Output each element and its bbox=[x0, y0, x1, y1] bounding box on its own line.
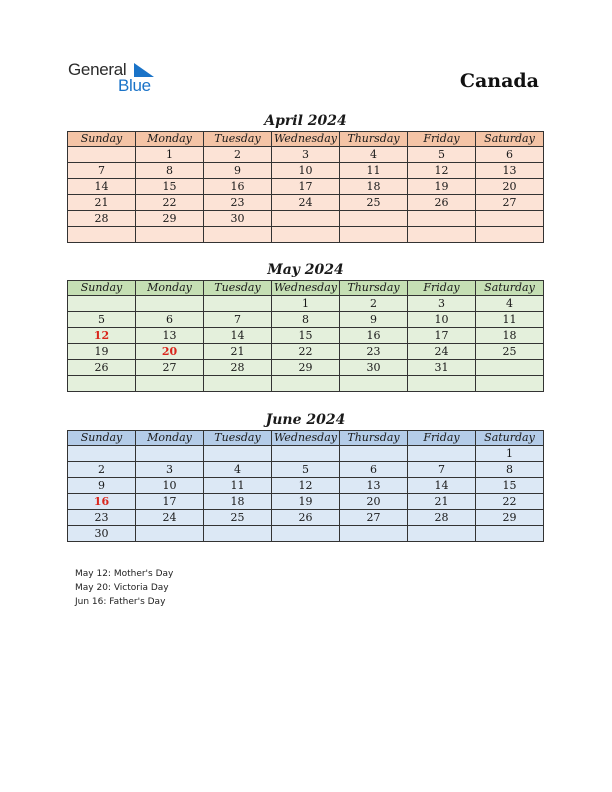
day-cell: 14 bbox=[408, 478, 476, 494]
weekday-header: Saturday bbox=[476, 132, 544, 147]
day-cell bbox=[68, 296, 136, 312]
weekday-header: Wednesday bbox=[272, 281, 340, 296]
day-cell: 22 bbox=[476, 494, 544, 510]
week-row bbox=[68, 376, 544, 392]
day-cell: 12 bbox=[68, 328, 136, 344]
day-cell: 18 bbox=[476, 328, 544, 344]
day-cell bbox=[476, 376, 544, 392]
weekday-header: Monday bbox=[136, 281, 204, 296]
day-cell: 23 bbox=[340, 344, 408, 360]
week-row bbox=[68, 179, 544, 195]
day-cell: 2 bbox=[68, 462, 136, 478]
holiday-note: May 12: Mother's Day bbox=[75, 569, 174, 579]
day-cell: 19 bbox=[408, 179, 476, 195]
month-april bbox=[67, 111, 544, 243]
week-row bbox=[68, 478, 544, 494]
day-cell: 8 bbox=[272, 312, 340, 328]
day-cell bbox=[408, 526, 476, 542]
day-cell bbox=[68, 227, 136, 243]
week-row bbox=[68, 328, 544, 344]
day-cell: 24 bbox=[408, 344, 476, 360]
month-title: May 2024 bbox=[267, 262, 344, 278]
day-cell: 20 bbox=[136, 344, 204, 360]
day-cell bbox=[408, 211, 476, 227]
day-cell: 28 bbox=[68, 211, 136, 227]
holiday-notes bbox=[75, 567, 173, 609]
calendar-table bbox=[67, 430, 544, 542]
day-cell: 4 bbox=[476, 296, 544, 312]
day-cell: 9 bbox=[340, 312, 408, 328]
day-cell: 13 bbox=[340, 478, 408, 494]
day-cell: 9 bbox=[68, 478, 136, 494]
weekday-header: Wednesday bbox=[272, 431, 340, 446]
month-june bbox=[67, 410, 544, 542]
calendar-table bbox=[67, 131, 544, 243]
day-cell: 21 bbox=[408, 494, 476, 510]
day-cell bbox=[204, 296, 272, 312]
weekday-header-row bbox=[68, 281, 544, 296]
weekday-header: Tuesday bbox=[204, 431, 272, 446]
day-cell bbox=[272, 227, 340, 243]
day-cell bbox=[204, 376, 272, 392]
day-cell: 25 bbox=[204, 510, 272, 526]
day-cell: 7 bbox=[408, 462, 476, 478]
calendar-table bbox=[67, 280, 544, 392]
day-cell bbox=[476, 227, 544, 243]
day-cell: 29 bbox=[136, 211, 204, 227]
week-row bbox=[68, 462, 544, 478]
day-cell bbox=[272, 446, 340, 462]
day-cell bbox=[340, 526, 408, 542]
day-cell: 15 bbox=[136, 179, 204, 195]
day-cell: 17 bbox=[408, 328, 476, 344]
day-cell bbox=[476, 360, 544, 376]
week-row bbox=[68, 360, 544, 376]
day-cell: 10 bbox=[136, 478, 204, 494]
day-cell: 6 bbox=[476, 147, 544, 163]
day-cell: 5 bbox=[408, 147, 476, 163]
day-cell: 3 bbox=[272, 147, 340, 163]
day-cell: 30 bbox=[340, 360, 408, 376]
month-may bbox=[67, 260, 544, 392]
day-cell: 18 bbox=[340, 179, 408, 195]
day-cell: 28 bbox=[204, 360, 272, 376]
day-cell: 16 bbox=[204, 179, 272, 195]
day-cell: 27 bbox=[476, 195, 544, 211]
day-cell bbox=[68, 376, 136, 392]
week-row bbox=[68, 446, 544, 462]
day-cell: 27 bbox=[340, 510, 408, 526]
day-cell: 15 bbox=[476, 478, 544, 494]
day-cell: 26 bbox=[272, 510, 340, 526]
week-row bbox=[68, 526, 544, 542]
day-cell bbox=[204, 227, 272, 243]
day-cell: 29 bbox=[272, 360, 340, 376]
weekday-header: Wednesday bbox=[272, 132, 340, 147]
day-cell bbox=[340, 376, 408, 392]
day-cell: 30 bbox=[68, 526, 136, 542]
day-cell bbox=[408, 376, 476, 392]
weekday-header: Tuesday bbox=[204, 132, 272, 147]
day-cell: 2 bbox=[340, 296, 408, 312]
day-cell: 28 bbox=[408, 510, 476, 526]
day-cell: 11 bbox=[476, 312, 544, 328]
day-cell: 22 bbox=[272, 344, 340, 360]
month-title: June 2024 bbox=[265, 412, 346, 428]
day-cell: 16 bbox=[340, 328, 408, 344]
day-cell bbox=[204, 446, 272, 462]
week-row bbox=[68, 147, 544, 163]
day-cell: 17 bbox=[136, 494, 204, 510]
day-cell bbox=[136, 526, 204, 542]
day-cell: 2 bbox=[204, 147, 272, 163]
day-cell bbox=[136, 376, 204, 392]
day-cell: 8 bbox=[136, 163, 204, 179]
day-cell bbox=[272, 376, 340, 392]
week-row bbox=[68, 510, 544, 526]
day-cell: 14 bbox=[68, 179, 136, 195]
day-cell: 23 bbox=[68, 510, 136, 526]
day-cell: 8 bbox=[476, 462, 544, 478]
weekday-header-row bbox=[68, 431, 544, 446]
day-cell bbox=[136, 296, 204, 312]
logo-triangle-icon bbox=[134, 63, 154, 77]
day-cell: 26 bbox=[68, 360, 136, 376]
weekday-header: Monday bbox=[136, 132, 204, 147]
day-cell: 10 bbox=[272, 163, 340, 179]
week-row bbox=[68, 494, 544, 510]
day-cell: 10 bbox=[408, 312, 476, 328]
day-cell: 24 bbox=[136, 510, 204, 526]
day-cell: 6 bbox=[340, 462, 408, 478]
week-row bbox=[68, 227, 544, 243]
day-cell: 25 bbox=[476, 344, 544, 360]
day-cell: 21 bbox=[68, 195, 136, 211]
day-cell: 25 bbox=[340, 195, 408, 211]
day-cell: 13 bbox=[136, 328, 204, 344]
day-cell: 5 bbox=[272, 462, 340, 478]
week-row bbox=[68, 163, 544, 179]
holiday-note: Jun 16: Father's Day bbox=[75, 597, 166, 607]
day-cell: 1 bbox=[476, 446, 544, 462]
day-cell: 20 bbox=[340, 494, 408, 510]
weekday-header: Thursday bbox=[340, 281, 408, 296]
holiday-note: May 20: Victoria Day bbox=[75, 583, 169, 593]
weekday-header: Monday bbox=[136, 431, 204, 446]
weekday-header: Friday bbox=[408, 431, 476, 446]
country-title: Canada bbox=[459, 70, 539, 92]
day-cell: 24 bbox=[272, 195, 340, 211]
day-cell: 18 bbox=[204, 494, 272, 510]
day-cell bbox=[272, 211, 340, 227]
day-cell: 15 bbox=[272, 328, 340, 344]
week-row bbox=[68, 312, 544, 328]
day-cell: 4 bbox=[204, 462, 272, 478]
day-cell bbox=[476, 211, 544, 227]
month-title: April 2024 bbox=[264, 113, 347, 129]
day-cell: 13 bbox=[476, 163, 544, 179]
week-row bbox=[68, 211, 544, 227]
day-cell: 11 bbox=[340, 163, 408, 179]
weekday-header: Thursday bbox=[340, 431, 408, 446]
day-cell: 17 bbox=[272, 179, 340, 195]
day-cell: 3 bbox=[408, 296, 476, 312]
weekday-header: Saturday bbox=[476, 431, 544, 446]
day-cell: 1 bbox=[136, 147, 204, 163]
day-cell bbox=[340, 227, 408, 243]
day-cell bbox=[68, 446, 136, 462]
week-row bbox=[68, 344, 544, 360]
day-cell bbox=[340, 211, 408, 227]
day-cell: 19 bbox=[272, 494, 340, 510]
day-cell: 26 bbox=[408, 195, 476, 211]
day-cell: 29 bbox=[476, 510, 544, 526]
weekday-header: Thursday bbox=[340, 132, 408, 147]
day-cell bbox=[136, 446, 204, 462]
day-cell: 12 bbox=[408, 163, 476, 179]
day-cell bbox=[340, 446, 408, 462]
day-cell: 11 bbox=[204, 478, 272, 494]
day-cell bbox=[272, 526, 340, 542]
day-cell: 27 bbox=[136, 360, 204, 376]
day-cell: 7 bbox=[68, 163, 136, 179]
week-row bbox=[68, 296, 544, 312]
weekday-header: Tuesday bbox=[204, 281, 272, 296]
day-cell: 20 bbox=[476, 179, 544, 195]
day-cell: 7 bbox=[204, 312, 272, 328]
weekday-header: Sunday bbox=[68, 132, 136, 147]
weekday-header: Sunday bbox=[68, 431, 136, 446]
weekday-header: Saturday bbox=[476, 281, 544, 296]
logo-text-blue: Blue bbox=[118, 76, 151, 95]
day-cell: 31 bbox=[408, 360, 476, 376]
weekday-header-row bbox=[68, 132, 544, 147]
generalblue-logo bbox=[68, 60, 168, 96]
day-cell bbox=[204, 526, 272, 542]
day-cell: 5 bbox=[68, 312, 136, 328]
day-cell: 1 bbox=[272, 296, 340, 312]
day-cell: 14 bbox=[204, 328, 272, 344]
day-cell: 30 bbox=[204, 211, 272, 227]
logo-text-general: General bbox=[68, 60, 127, 79]
day-cell: 19 bbox=[68, 344, 136, 360]
day-cell: 22 bbox=[136, 195, 204, 211]
weekday-header: Friday bbox=[408, 132, 476, 147]
day-cell: 3 bbox=[136, 462, 204, 478]
day-cell: 4 bbox=[340, 147, 408, 163]
weekday-header: Friday bbox=[408, 281, 476, 296]
day-cell bbox=[408, 227, 476, 243]
day-cell bbox=[408, 446, 476, 462]
day-cell bbox=[68, 147, 136, 163]
day-cell: 12 bbox=[272, 478, 340, 494]
day-cell: 21 bbox=[204, 344, 272, 360]
weekday-header: Sunday bbox=[68, 281, 136, 296]
day-cell bbox=[136, 227, 204, 243]
day-cell bbox=[476, 526, 544, 542]
day-cell: 9 bbox=[204, 163, 272, 179]
day-cell: 6 bbox=[136, 312, 204, 328]
day-cell: 23 bbox=[204, 195, 272, 211]
day-cell: 16 bbox=[68, 494, 136, 510]
week-row bbox=[68, 195, 544, 211]
